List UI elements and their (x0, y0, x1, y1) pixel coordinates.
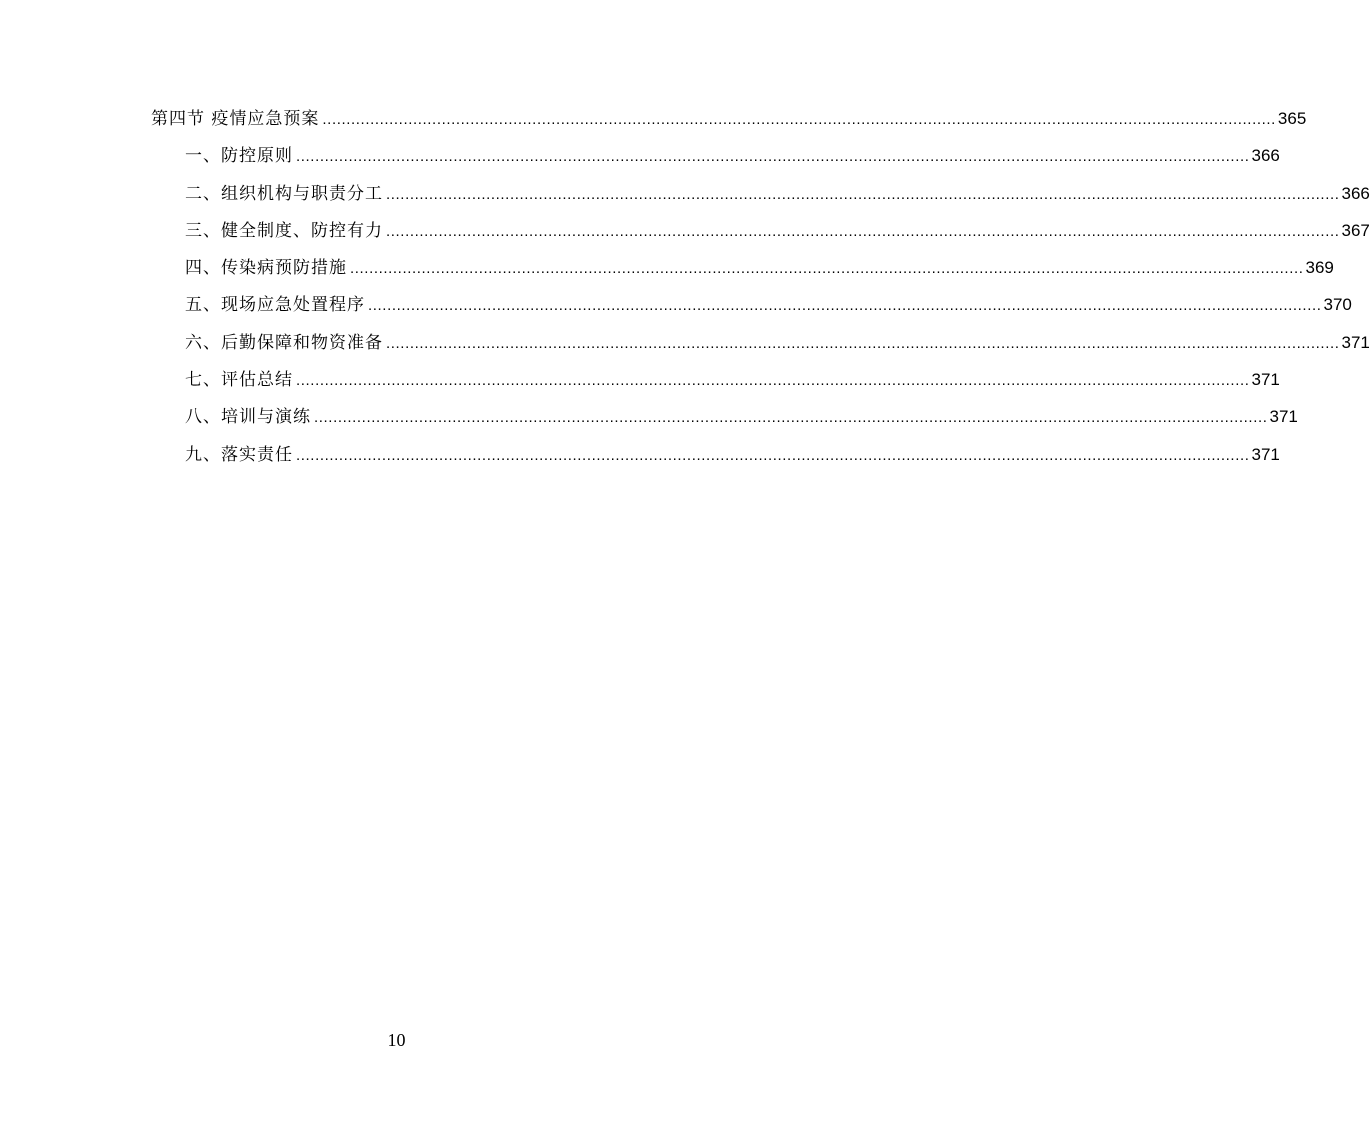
toc-entry-page: 366 (1251, 146, 1280, 166)
toc-entry-page: 367 (1341, 220, 1370, 240)
toc-dot-leader: ........................................................................................................................................................................................................ (386, 185, 1340, 203)
toc-dot-leader: ........................................................................................................................................................................................................ (296, 148, 1250, 166)
toc-entry-title: 七、评估总结 (185, 370, 293, 391)
toc-entry[interactable] (151, 104, 1307, 141)
toc-entry-title: 一、防控原则 (185, 146, 293, 167)
toc-entry-title: 五、现场应急处置程序 (185, 295, 365, 316)
toc-dot-leader: ........................................................................................................................................................................................................ (350, 260, 1304, 278)
toc-dot-leader: ........................................................................................................................................................................................................ (322, 111, 1276, 128)
toc-entry-page: 371 (1269, 407, 1298, 427)
toc-dot-leader: ........................................................................................................................................................................................................ (296, 372, 1250, 390)
toc-entry-page: 370 (1323, 295, 1352, 315)
toc-entry[interactable] (151, 328, 1370, 365)
toc-entry-title: 二、组织机构与职责分工 (185, 183, 383, 204)
toc-entry-page: 365 (1277, 109, 1307, 128)
toc-dot-leader: ........................................................................................................................................................................................................ (314, 409, 1268, 427)
toc-dot-leader: ........................................................................................................................................................................................................ (386, 222, 1340, 240)
toc-entry[interactable] (151, 179, 1370, 216)
toc-entry[interactable] (151, 440, 1280, 477)
toc-entry-page: 371 (1341, 332, 1370, 352)
toc-entry-page: 366 (1341, 183, 1370, 203)
toc-entry[interactable] (151, 141, 1280, 178)
toc-entry-page: 369 (1305, 258, 1334, 278)
toc-entry-title: 八、培训与演练 (185, 407, 311, 428)
toc-dot-leader: ........................................................................................................................................................................................................ (386, 334, 1340, 352)
toc-entry-page: 371 (1251, 370, 1280, 390)
toc-entry-title: 六、后勤保障和物资准备 (185, 332, 383, 353)
table-of-contents (151, 104, 1370, 477)
toc-entry-title: 九、落实责任 (185, 444, 293, 465)
toc-entry[interactable] (151, 253, 1334, 290)
toc-entry-title: 三、健全制度、防控有力 (185, 220, 383, 241)
toc-entry[interactable] (151, 402, 1298, 439)
page-number: 10 (387, 1030, 406, 1050)
toc-entry-title: 四、传染病预防措施 (185, 258, 347, 279)
toc-dot-leader: ........................................................................................................................................................................................................ (296, 446, 1250, 464)
toc-entry-page: 371 (1251, 444, 1280, 464)
toc-entry[interactable] (151, 216, 1370, 253)
toc-entry[interactable] (151, 365, 1280, 402)
toc-entry[interactable] (151, 290, 1352, 327)
toc-entry-title: 第四节 疫情应急预案 (151, 109, 320, 129)
toc-dot-leader: ........................................................................................................................................................................................................ (368, 297, 1322, 315)
